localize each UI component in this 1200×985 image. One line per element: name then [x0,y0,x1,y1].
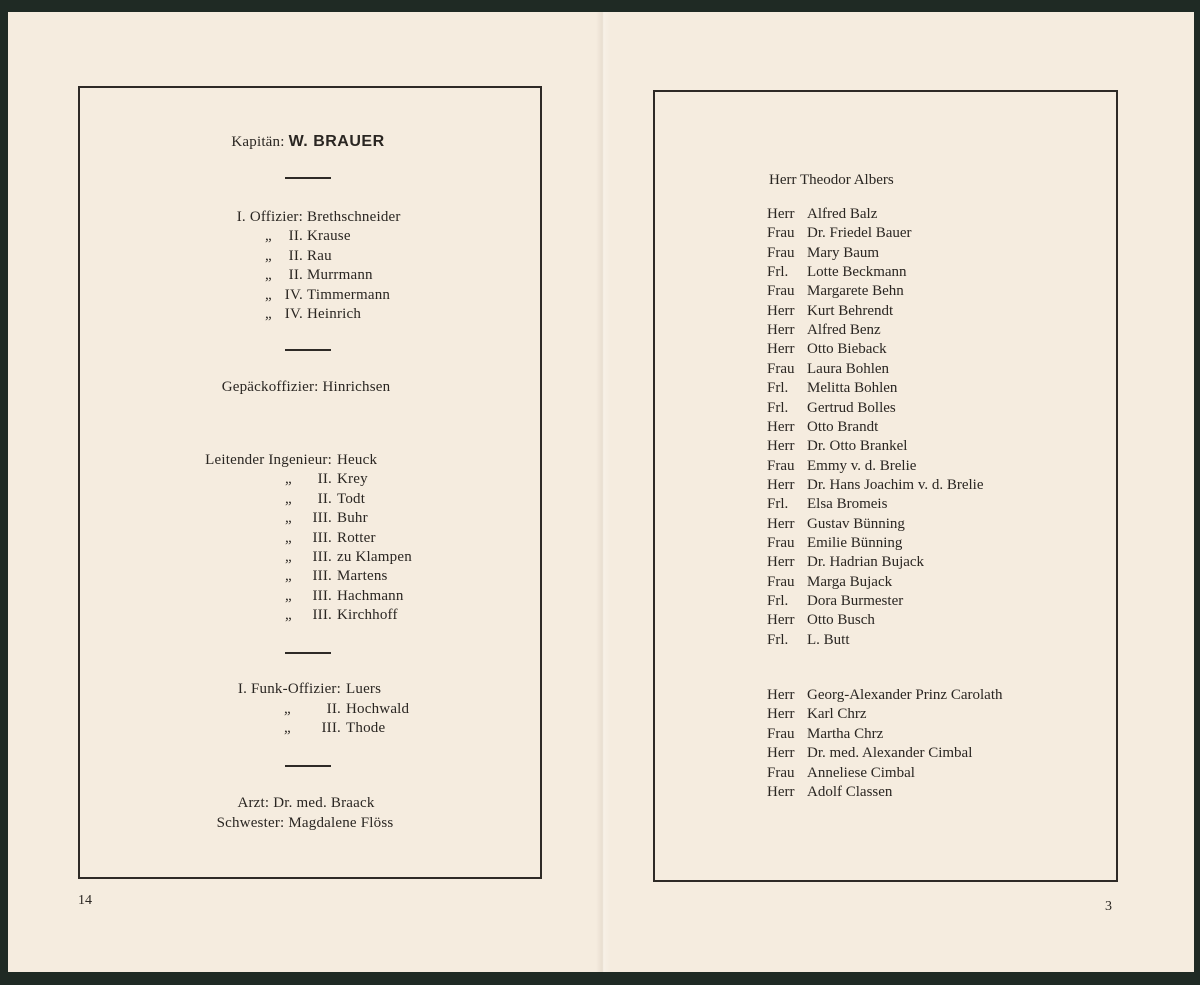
passenger-name: Alfred Benz [807,322,881,339]
passenger-name: Dr. Hadrian Bujack [807,554,925,571]
passenger-name: Otto Bieback [807,341,887,358]
passenger-row [767,340,887,359]
crew-name: Heuck [337,452,378,468]
passenger-row [767,631,850,650]
passenger-name: Mary Baum [807,244,880,261]
crew-rank: II. [317,471,332,488]
passenger-row [767,476,984,495]
passenger-title: Frau [767,573,795,590]
passenger-title: Herr [767,302,795,319]
passenger-title: Frau [767,360,795,377]
passenger-title: Herr [767,784,795,800]
passenger-title: Herr [767,745,795,762]
crew-name: Thode [346,720,386,736]
passenger-name: Karl Chrz [807,706,867,723]
crew-rank: I. Offizier: [236,209,303,225]
divider [285,177,331,179]
passenger-title: Frau [767,225,795,242]
ditto-mark: „ [265,247,272,264]
nurse-line [0,814,610,833]
passenger-title: Herr [767,706,795,723]
crew-name: Brethschneider [307,209,401,225]
passenger-name: Dr. Hans Joachim v. d. Brelie [807,476,984,493]
crew-rank: III. [312,568,332,585]
crew-rank: III. [312,529,332,546]
crew-rank: III. [321,720,341,736]
passenger-name: Dr. Otto Brankel [807,438,908,455]
crew-name: Heinrich [307,306,362,322]
crew-rank: II. [326,700,341,717]
ditto-mark: „ [265,267,272,284]
passenger-title: Frl. [767,496,789,513]
crew-rank: II. [288,247,303,264]
passenger-row [767,573,892,592]
ditto-mark: „ [285,490,292,507]
passenger-name: Margarete Behn [807,283,904,300]
passenger-row [767,764,915,783]
passenger-row [767,282,904,301]
passenger-title: Frl. [767,399,789,416]
passenger-row [767,515,905,534]
crew-name: Hachmann [337,587,404,604]
passenger-row [767,686,1003,705]
passenger-title: Frl. [767,264,789,281]
baggage-officer-name: Hinrichsen [322,379,391,395]
ditto-mark: „ [285,607,292,624]
nurse-name: Magdalene Flöss [288,815,394,831]
ditto-mark: „ [284,720,291,736]
ditto-mark: „ [265,228,272,245]
ditto-mark: „ [265,306,272,322]
passenger-row [767,553,924,572]
passenger-name: Emmy v. d. Brelie [807,457,917,474]
passenger-name: Dr. Friedel Bauer [807,225,912,242]
crew-name: Krey [337,471,368,488]
passenger-name: Melitta Bohlen [807,380,898,397]
crew-name: Murrmann [307,267,373,284]
passenger-row [767,611,875,630]
passenger-title: Herr [767,476,795,493]
page-number-right: 3 [1105,899,1112,914]
passenger-title: Herr [767,341,795,358]
crew-rank: II. [317,490,332,507]
passenger-name: Theodor Albers [799,172,894,188]
passenger-title: Herr [767,418,795,435]
page-number-left: 14 [78,893,92,908]
passenger-name: Alfred Balz [807,206,878,222]
ditto-mark: „ [284,700,291,717]
baggage-officer-label: Gepäckoffizier: [221,379,319,395]
passenger-row [767,360,889,379]
passenger-title: Herr [769,172,797,188]
passenger-row [767,437,907,456]
divider [285,652,331,654]
passenger-name: Elsa Bromeis [807,496,888,513]
passenger-title: Herr [767,612,795,629]
crew-rank: Leitender Ingenieur: [205,452,332,468]
passenger-name: Georg-Alexander Prinz Carolath [807,687,1003,703]
captain-line [0,132,616,152]
passenger-name: Lotte Beckmann [807,264,907,281]
ditto-mark: „ [285,549,292,565]
crew-rank: IV. [284,306,303,322]
doctor-line [0,794,612,813]
ditto-mark: „ [285,568,292,585]
passenger-row [767,783,892,802]
passenger-name: Otto Brandt [807,418,879,435]
passenger-row [767,418,878,437]
crew-name: Krause [307,228,351,245]
passenger-name: Kurt Behrendt [807,302,894,319]
passenger-row [767,263,907,282]
passenger-title: Herr [767,438,795,455]
crew-name: Todt [337,490,366,507]
ditto-mark: „ [265,286,272,303]
doctor-name: Dr. med. Braack [273,795,375,811]
passenger-row [767,592,903,611]
passenger-row [767,705,867,724]
crew-rank: IV. [284,286,303,303]
crew-rank: III. [312,510,332,527]
passenger-row [767,302,893,321]
crew-rank: II. [288,228,303,245]
captain-name: W. BRAUER [288,133,385,150]
passenger-title: Frl. [767,380,789,397]
crew-rank: II. [288,267,303,284]
passenger-name: L. Butt [807,631,850,648]
passenger-row [767,205,877,224]
nurse-label: Schwester: [216,815,285,831]
passenger-title: Frau [767,534,795,551]
ditto-mark: „ [285,587,292,604]
passenger-title: Frau [767,244,795,261]
passenger-name: Anneliese Cimbal [807,764,915,781]
passenger-row [767,495,887,514]
ditto-mark: „ [285,471,292,488]
passenger-name: Gertrud Bolles [807,399,896,416]
crew-name: Rau [307,247,332,264]
passenger-title: Herr [767,206,795,222]
passenger-name: Gustav Bünning [807,515,905,532]
divider [285,349,331,351]
crew-rank: I. Funk-Offizier: [237,681,341,697]
passenger-name: Dr. med. Alexander Cimbal [807,745,973,762]
left-page-frame [78,86,542,879]
crew-rank: III. [312,549,332,565]
crew-name: Hochwald [346,700,410,717]
passenger-name: Laura Bohlen [807,360,890,377]
passenger-name: Emilie Bünning [807,534,903,551]
passenger-title: Frau [767,764,795,781]
crew-name: Timmermann [307,286,391,303]
passenger-name: Adolf Classen [807,784,893,800]
crew-name: Luers [346,681,382,697]
passenger-row [769,171,894,190]
passenger-title: Frau [767,283,795,300]
passenger-title: Frau [767,457,795,474]
crew-rank: III. [312,587,332,604]
passenger-row [767,321,881,340]
passenger-row [767,379,897,398]
crew-name: Rotter [337,529,376,546]
passenger-row [767,744,972,763]
passenger-name: Martha Chrz [807,725,884,742]
passenger-title: Herr [767,515,795,532]
captain-label: Kapitän: [231,134,285,150]
baggage-officer-line [0,378,612,397]
passenger-title: Herr [767,687,795,703]
passenger-title: Frl. [767,593,789,609]
passenger-title: Frau [767,725,795,742]
passenger-name: Marga Bujack [807,573,893,590]
crew-rank: III. [312,607,332,624]
passenger-title: Herr [767,322,795,339]
crew-name: Martens [337,568,388,585]
passenger-title: Herr [767,554,795,571]
passenger-row [767,457,916,476]
passenger-row [767,399,896,418]
crew-name: zu Klampen [337,549,412,565]
passenger-name: Otto Busch [807,612,875,629]
passenger-row [767,725,883,744]
passenger-row [767,244,879,263]
passenger-row [767,224,912,243]
passenger-title: Frl. [767,631,789,648]
ditto-mark: „ [285,510,292,527]
passenger-row [767,534,902,553]
doctor-label: Arzt: [237,795,270,811]
passenger-name: Dora Burmester [807,593,904,609]
crew-name: Buhr [337,510,368,527]
ditto-mark: „ [285,529,292,546]
divider [285,765,331,767]
crew-name: Kirchhoff [337,607,398,624]
